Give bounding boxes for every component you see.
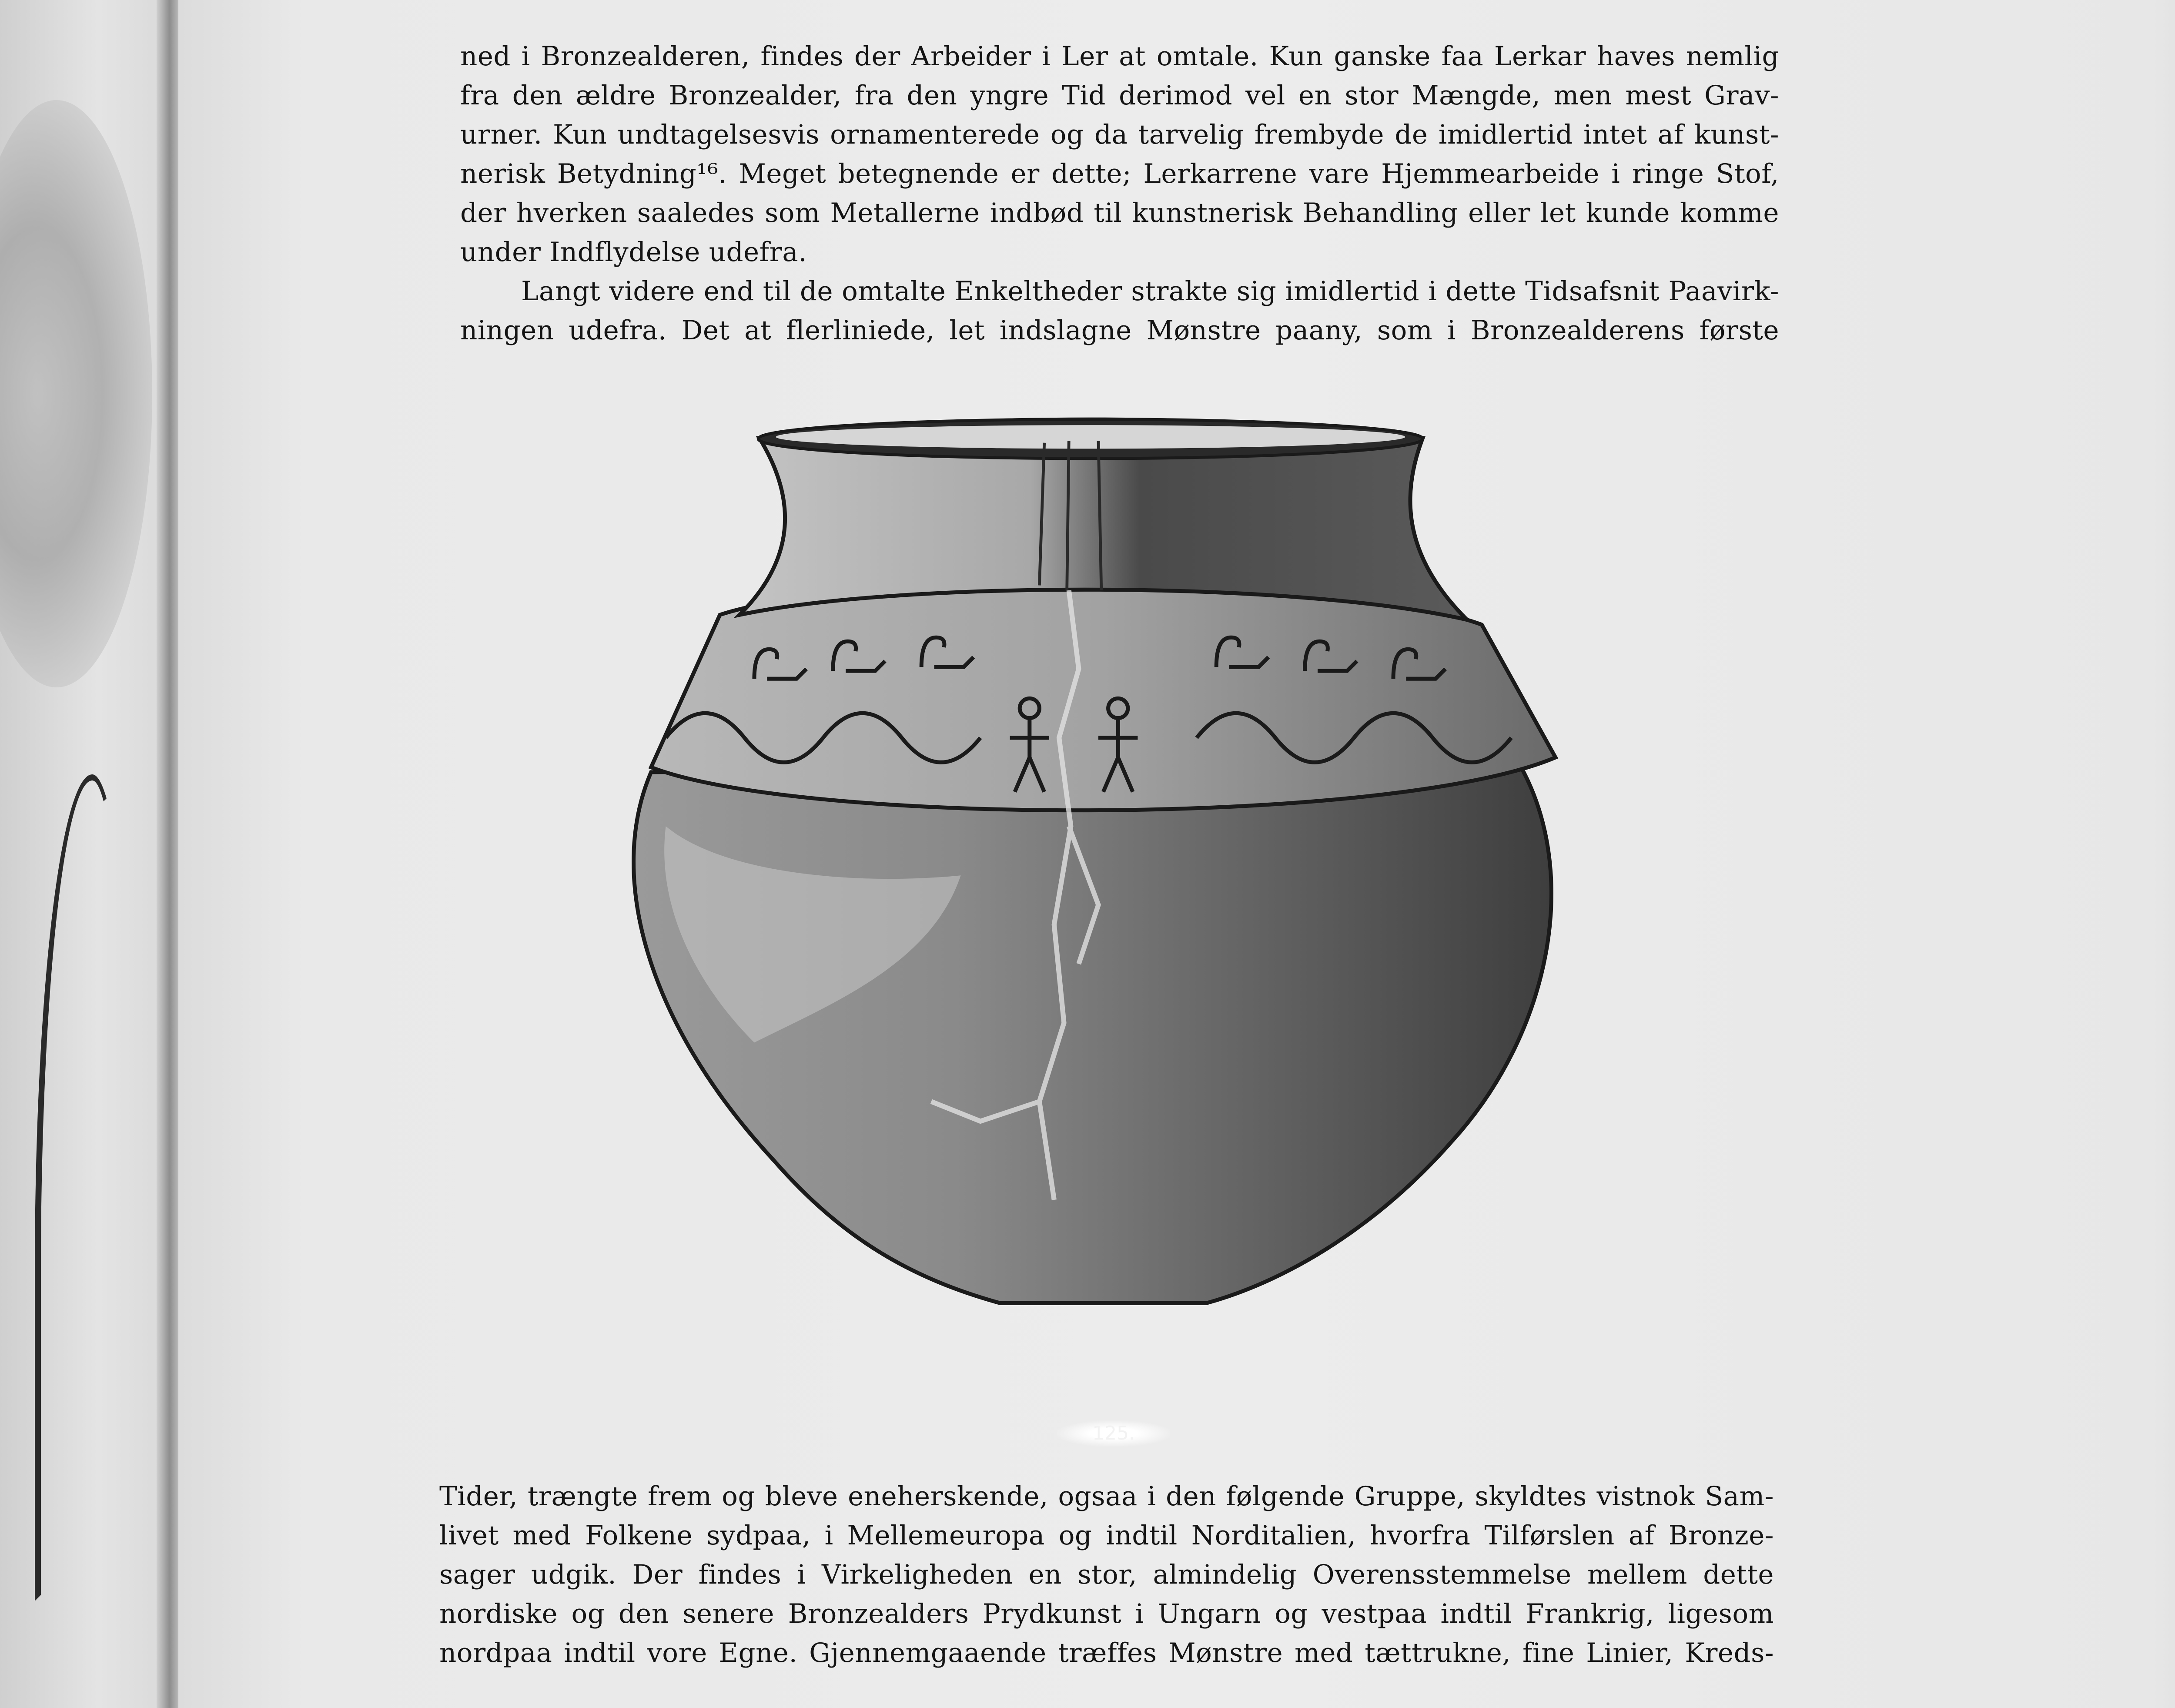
vessel-shoulder-band bbox=[651, 583, 1556, 810]
text-line: sager udgik. Der findes i Virkeligheden en stor, almindelig Overensstemmelse mellem dette bbox=[439, 1559, 1774, 1590]
text-line: urner. Kun undtagelsesvis ornamenterede og da tarvelig frembyde de imidlertid intet af kunst- bbox=[460, 119, 1779, 150]
previous-page-edge bbox=[0, 0, 178, 1708]
paragraph bbox=[460, 272, 1779, 350]
text-line: Tider, trængte frem og bleve eneherskende, ogsaa i den følgende Gruppe, skyldtes vistnok Sam- bbox=[439, 1481, 1774, 1512]
previous-page-illustration bbox=[0, 100, 152, 687]
figure-caption: 125. bbox=[1057, 1420, 1170, 1447]
text-line: livet med Folkene sydpaa, i Mellemeuropa og indtil Norditalien, hvorfra Tilførslen af Bronze- bbox=[439, 1520, 1774, 1551]
text-line: fra den ældre Bronzealder, fra den yngre Tid derimod vel en stor Mængde, men mest Grav- bbox=[460, 80, 1779, 111]
paragraph bbox=[439, 1477, 1774, 1673]
text-line: nordpaa indtil vore Egne. Gjennemgaaende træffes Mønstre med tættrukne, fine Linier, Kreds- bbox=[439, 1638, 1774, 1668]
text-block-bottom bbox=[439, 1477, 1774, 1673]
text-line: ned i Bronzealderen, findes der Arbeider i Ler at omtale. Kun ganske faa Lerkar haves nemlig bbox=[460, 41, 1779, 72]
text-line: under Indflydelse udefra. bbox=[460, 237, 807, 268]
text-line: der hverken saaledes som Metallerne indbød til kunstnerisk Behandling eller let kunde komme bbox=[460, 198, 1779, 228]
vessel-illustration bbox=[596, 413, 1601, 1397]
text-line: ningen udefra. Det at flerliniede, let indslagne Mønstre paany, som i Bronzealderens første bbox=[460, 315, 1779, 346]
text-line: nerisk Betydning¹⁶. Meget betegnende er dette; Lerkarrene vare Hjemmearbeide i ringe Stof, bbox=[460, 158, 1779, 189]
text-block-top bbox=[460, 37, 1779, 350]
figure-clay-vessel bbox=[596, 413, 1601, 1397]
paragraph bbox=[460, 37, 1779, 272]
previous-page-spiral-line bbox=[35, 774, 130, 1601]
text-line: nordiske og den senere Bronzealders Prydkunst i Ungarn og vestpaa indtil Frankrig, ligesom bbox=[439, 1598, 1774, 1629]
vessel-body bbox=[634, 767, 1552, 1303]
text-line: Langt videre end til de omtalte Enkeltheder strakte sig imidlertid i dette Tidsafsnit Paavirk- bbox=[521, 276, 1779, 307]
